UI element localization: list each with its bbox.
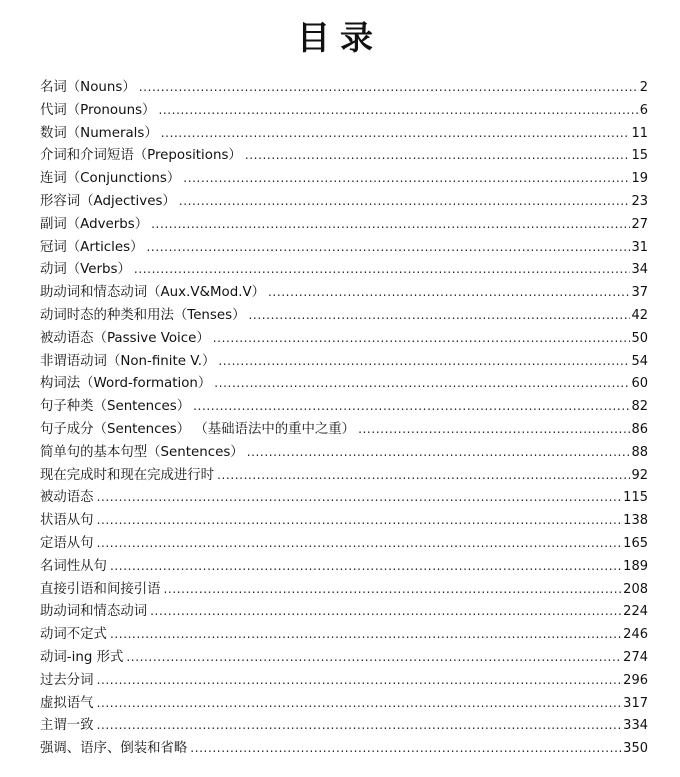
toc-dot-leader (213, 327, 631, 350)
toc-entry-label: 现在完成时和现在完成进行时 (40, 467, 215, 483)
toc-entry[interactable] (40, 395, 648, 418)
toc-dot-leader (151, 213, 630, 236)
toc-entry-label: 被动语态 (40, 490, 94, 506)
toc-dot-leader (193, 395, 630, 418)
toc-entry[interactable] (40, 669, 648, 692)
toc-entry[interactable] (40, 486, 648, 509)
toc-entry-label: 介词和介词短语（Prepositions） (40, 148, 242, 164)
toc-entry-page: 350 (623, 741, 648, 757)
toc-entry-label: 过去分词 (40, 672, 94, 688)
toc-entry-label: 冠词（Articles） (40, 239, 144, 255)
toc-entry[interactable] (40, 737, 648, 760)
toc-entry-page: 15 (631, 148, 648, 164)
toc-dot-leader (97, 692, 623, 715)
toc-entry-page: 115 (623, 490, 648, 506)
toc-entry-label: 句子种类（Sentences） (40, 399, 191, 415)
toc-dot-leader (158, 99, 638, 122)
toc-entry-label: 助动词和情态动词 (40, 604, 148, 620)
toc-entry-page: 246 (623, 627, 648, 643)
toc-dot-leader (97, 509, 623, 532)
toc-entry-label: 动词时态的种类和用法（Tenses） (40, 307, 246, 323)
toc-entry[interactable] (40, 122, 648, 145)
toc-entry[interactable] (40, 281, 648, 304)
toc-entry-label: 定语从句 (40, 535, 94, 551)
toc-dot-leader (110, 555, 622, 578)
toc-entry-page: 6 (639, 102, 648, 118)
toc-entry-label: 非谓语动词（Non-finite V.） (40, 353, 216, 369)
toc-entry-label: 直接引语和间接引语 (40, 581, 161, 597)
toc-entry-label: 简单句的基本句型（Sentences） (40, 444, 244, 460)
toc-dot-leader (179, 190, 631, 213)
toc-entry-page: 37 (631, 285, 648, 301)
toc-dot-leader (268, 281, 630, 304)
toc-entry-page: 274 (623, 649, 648, 665)
toc-entry-page: 42 (631, 307, 648, 323)
toc-dot-leader (214, 372, 630, 395)
toc-entry[interactable] (40, 464, 648, 487)
toc-entry[interactable] (40, 213, 648, 236)
toc-entry-page: 54 (631, 353, 648, 369)
toc-entry-label: 副词（Adverbs） (40, 216, 149, 232)
toc-entry[interactable] (40, 144, 648, 167)
toc-dot-leader (147, 236, 631, 259)
toc-dot-leader (245, 144, 631, 167)
toc-entry[interactable] (40, 99, 648, 122)
toc-entry-label: 句子成分（Sentences） （基础语法中的重中之重） (40, 421, 356, 437)
toc-entry-label: 动词（Verbs） (40, 262, 131, 278)
toc-dot-leader (164, 578, 623, 601)
toc-entry-page: 2 (639, 80, 648, 95)
toc-entry[interactable] (40, 509, 648, 532)
toc-dot-leader (190, 737, 622, 760)
toc-entry-label: 被动语态（Passive Voice） (40, 330, 210, 346)
toc-dot-leader (358, 418, 630, 441)
toc-entry[interactable] (40, 600, 648, 623)
toc-entry[interactable] (40, 555, 648, 578)
toc-entry-label: 助动词和情态动词（Aux.V&Mod.V） (40, 285, 265, 301)
toc-entry-page: 165 (623, 535, 648, 551)
toc-entry-label: 名词（Nouns） (40, 80, 136, 95)
toc-entry[interactable] (40, 327, 648, 350)
toc-dot-leader (183, 167, 630, 190)
toc-entry-page: 34 (631, 262, 648, 278)
toc-entry[interactable] (40, 532, 648, 555)
toc-dot-leader (97, 532, 623, 555)
toc-entry-page: 60 (631, 376, 648, 392)
toc-entry-page: 11 (631, 125, 648, 141)
toc-entry-page: 31 (631, 239, 648, 255)
toc-entry[interactable] (40, 236, 648, 259)
toc-entry[interactable] (40, 350, 648, 373)
toc-entry-label: 名词性从句 (40, 558, 107, 574)
toc-dot-leader (139, 76, 639, 99)
toc-entry-page: 86 (631, 421, 648, 437)
toc-entry[interactable] (40, 76, 648, 99)
toc-entry-label: 代词（Pronouns） (40, 102, 156, 118)
toc-entry-label: 主谓一致 (40, 718, 94, 734)
toc-entry-label: 状语从句 (40, 513, 94, 529)
toc-dot-leader (161, 122, 631, 145)
toc-dot-leader (134, 258, 631, 281)
toc-entry-label: 动词-ing 形式 (40, 649, 124, 665)
toc-entry-page: 27 (631, 216, 648, 232)
toc-entry-page: 82 (631, 399, 648, 415)
toc-entry-page: 23 (631, 193, 648, 209)
toc-dot-leader (218, 350, 630, 373)
toc-entry-label: 数词（Numerals） (40, 125, 158, 141)
toc-entry-label: 连词（Conjunctions） (40, 171, 181, 187)
toc-dot-leader (249, 304, 631, 327)
toc-entry-page: 189 (623, 558, 648, 574)
toc-entry-page: 50 (631, 330, 648, 346)
toc-entry[interactable] (40, 578, 648, 601)
toc-dot-leader (110, 623, 622, 646)
toc-entry[interactable] (40, 692, 648, 715)
toc-title: 目录 (297, 18, 383, 57)
toc-list (40, 76, 648, 760)
toc-entry-page: 88 (631, 444, 648, 460)
toc-dot-leader (126, 646, 622, 669)
toc-entry-page: 92 (631, 467, 648, 483)
toc-entry-page: 224 (623, 604, 648, 620)
toc-dot-leader (247, 441, 631, 464)
toc-entry-page: 317 (623, 695, 648, 711)
toc-entry[interactable] (40, 167, 648, 190)
toc-entry[interactable] (40, 304, 648, 327)
toc-entry-page: 19 (631, 171, 648, 187)
toc-entry[interactable] (40, 623, 648, 646)
toc-dot-leader (97, 714, 623, 737)
toc-entry[interactable] (40, 372, 648, 395)
toc-entry-label: 动词不定式 (40, 627, 107, 643)
toc-entry-page: 296 (623, 672, 648, 688)
toc-entry-page: 138 (623, 513, 648, 529)
toc-dot-leader (97, 486, 623, 509)
toc-entry-label: 形容词（Adjectives） (40, 193, 176, 209)
toc-entry-label: 虚拟语气 (40, 695, 94, 711)
toc-dot-leader (97, 669, 623, 692)
toc-entry[interactable] (40, 190, 648, 213)
toc-entry-page: 334 (623, 718, 648, 734)
toc-entry[interactable] (40, 441, 648, 464)
toc-entry[interactable] (40, 418, 648, 441)
toc-entry-label: 构词法（Word-formation） (40, 376, 212, 392)
toc-entry-page: 208 (623, 581, 648, 597)
toc-dot-leader (150, 600, 622, 623)
toc-entry[interactable] (40, 646, 648, 669)
toc-entry[interactable] (40, 258, 648, 281)
toc-dot-leader (217, 464, 630, 487)
toc-entry[interactable] (40, 714, 648, 737)
toc-entry-label: 强调、语序、倒装和省略 (40, 741, 188, 757)
